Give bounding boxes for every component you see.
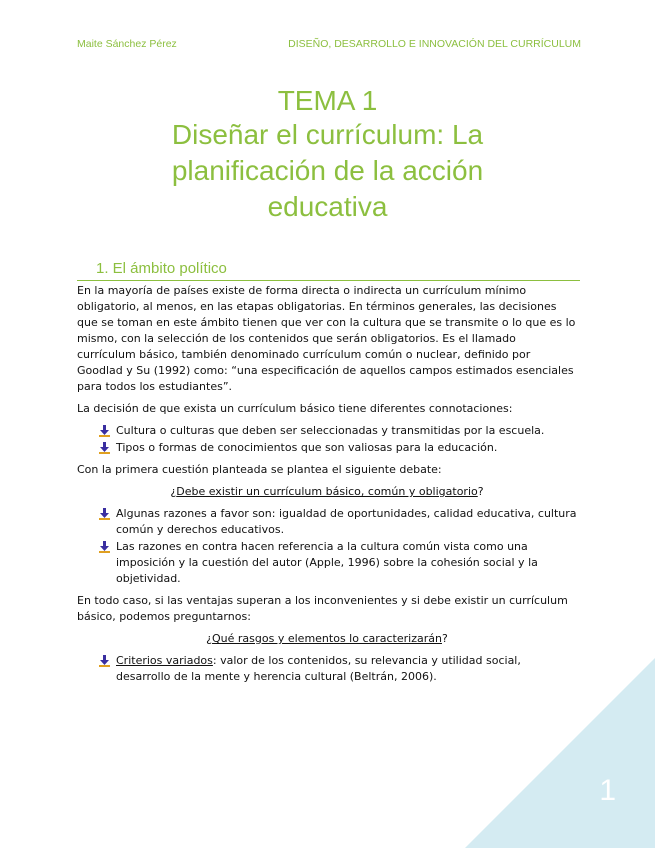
page-header (77, 38, 581, 50)
paragraph-2: La decisión de que exista un currículum básico tiene diferentes connotaciones: (77, 402, 513, 415)
list-item: Criterios variados: valor de los contenidos, su relevancia y utilidad social, desarrollo de la mente y herencia cultural (Beltrán, 2006). (99, 653, 577, 685)
arrow-down-icon (99, 508, 110, 520)
list-item: Tipos o formas de conocimientos que son valiosas para la educación. (99, 440, 577, 456)
paragraph-4: En todo caso, si las ventajas superan a los inconvenientes y si debe existir un currículum básico, podemos preguntarnos: (77, 594, 568, 623)
page-corner-decoration (465, 658, 655, 848)
arrow-down-icon (99, 425, 110, 437)
question-2: ¿Qué rasgos y elementos lo caracterizarán? (206, 632, 448, 645)
section-heading: 1. El ámbito político (77, 259, 580, 281)
list-connotations (77, 423, 577, 456)
list-reasons (77, 506, 577, 587)
paragraph-3: Con la primera cuestión planteada se plantea el siguiente debate: (77, 463, 442, 476)
page-number: 1 (599, 774, 616, 807)
list-item: Las razones en contra hacen referencia a la cultura común vista como una imposición y la cuestión del autor (Apple, 1996) sobre la cohesión social y la objetividad. (99, 539, 577, 587)
section-content (77, 283, 577, 691)
list-item: Algunas razones a favor son: igualdad de oportunidades, calidad educativa, cultura común y derechos educativos. (99, 506, 577, 538)
paragraph-1: En la mayoría de países existe de forma directa o indirecta un currículum mínimo obligatorio, al menos, en las etapas obligatorias. En términos generales, las decisiones que se toman en este ámbito tienen que ver con la cultura que se transmite o lo que es lo mismo, con la selección de los contenidos que serán obligatorios. Es el llamado currículum básico, también denominado currículum común o nuclear, definido por Goodlad y Su (1992) como: “una especificación de aquellos campos estimados esenciales para todos los estudiantes”. (77, 284, 576, 393)
title-block (0, 84, 655, 225)
header-course: DISEÑO, DESARROLLO E INNOVACIÓN DEL CURRÍCULUM (288, 38, 581, 50)
main-title: Diseñar el currículum: La planificación de la acción educativa (171, 119, 484, 222)
tema-label: TEMA 1 (277, 85, 378, 116)
arrow-down-icon (99, 442, 110, 454)
arrow-down-icon (99, 655, 110, 667)
list-item: Cultura o culturas que deben ser seleccionadas y transmitidas por la escuela. (99, 423, 577, 439)
question-1: ¿Debe existir un currículum básico, común y obligatorio? (170, 485, 484, 498)
header-author: Maite Sánchez Pérez (77, 38, 177, 50)
arrow-down-icon (99, 541, 110, 553)
